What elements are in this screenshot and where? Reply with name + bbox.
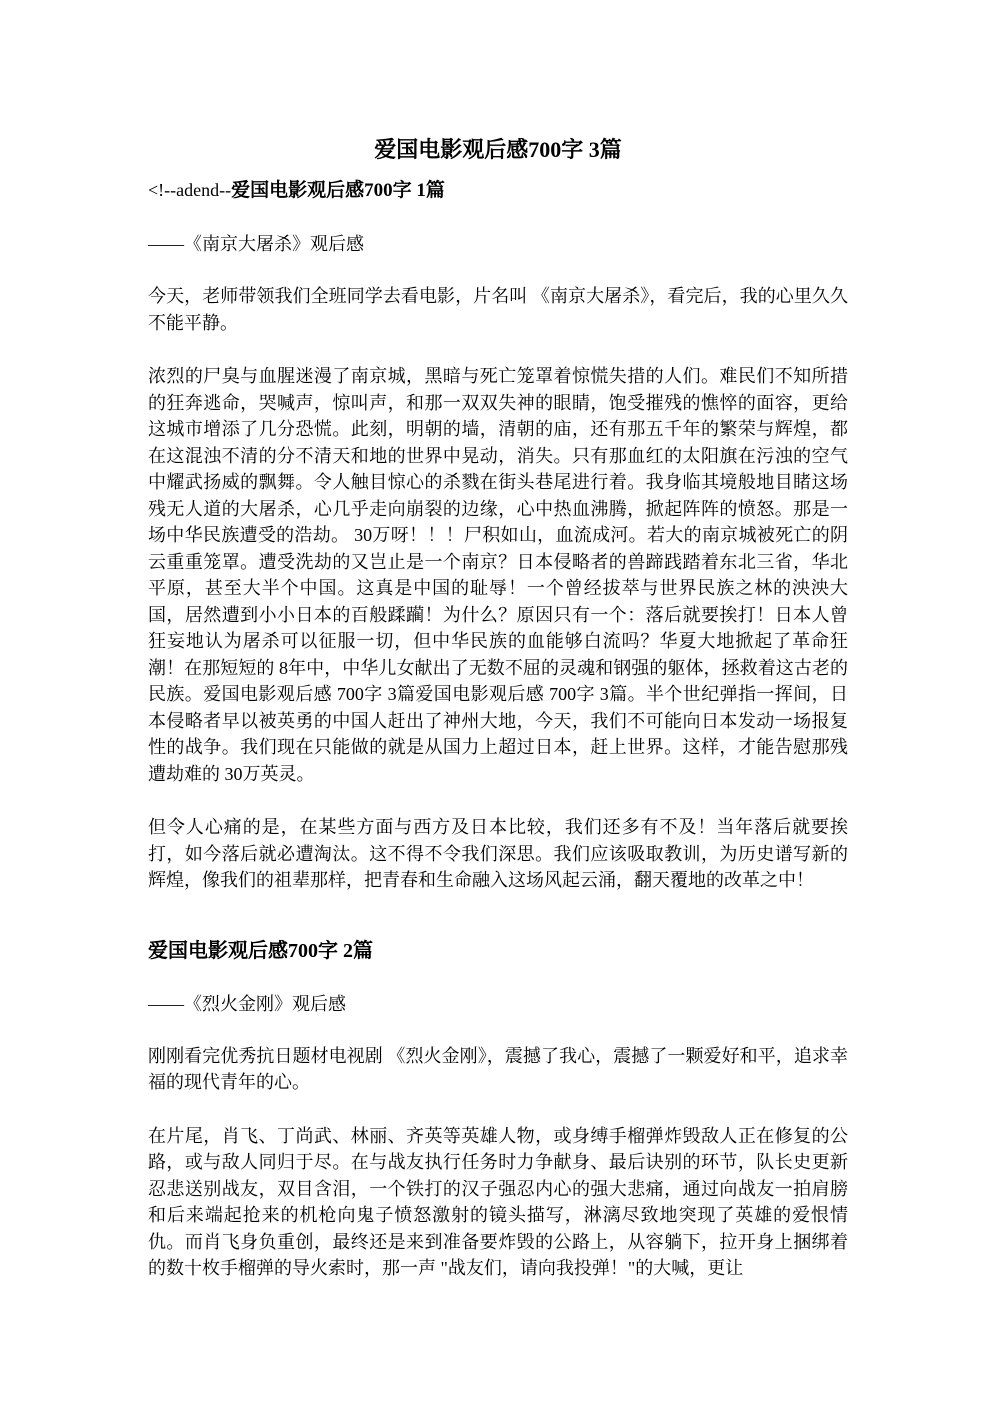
section-1-heading xyxy=(148,178,848,203)
paragraph: 在片尾，肖飞、丁尚武、林丽、齐英等英雄人物，或身缚手榴弹炸毁敌人正在修复的公路，或与敌人同归于尽。在与战友执行任务时力争献身、最后诀别的环节，队长史更新忍悲送别战友，双目含泪，一个铁打的汉子强忍内心的强大悲痛，通过向战友一拍肩膀和后来端起抢来的机枪向鬼子愤怒激射的镜头描写，淋漓尽致地突现了英雄的爱恨情仇。而肖飞身负重创，最终还是来到准备要炸毁的公路上，从容躺下，拉开身上捆绑着的数十枚手榴弹的导火索时，那一声 "战友们，请向我投弹！"的大喊，更让 xyxy=(148,1125,848,1278)
section-1-heading-text: 爱国电影观后感700字 1篇 xyxy=(231,180,445,201)
paragraph: 但令人心痛的是，在某些方面与西方及日本比较，我们还多有不及！当年落后就要挨打，如今落后就必遭淘汰。这不得不令我们深思。我们应该吸取教训，为历史谱写新的辉煌，像我们的祖辈那样，把青春和生命融入这场风起云涌，翻天覆地的改革之中！ xyxy=(148,817,848,890)
document-title: 爱国电影观后感700字 3篇 xyxy=(374,137,622,162)
paragraph: 今天，老师带领我们全班同学去看电影，片名叫 《南京大屠杀》，看完后，我的心里久久不能平静。 xyxy=(148,286,848,333)
paragraph: 浓烈的尸臭与血腥迷漫了南京城，黑暗与死亡笼罩着惊慌失措的人们。难民们不知所措的狂奔逃命，哭喊声，惊叫声，和那一双双失神的眼睛，饱受摧残的憔悴的面容，更给这城市增添了几分恐慌。此刻，明朝的墙，清朝的庙，还有那五千年的繁荣与辉煌，都在这混浊不清的分不清天和地的世界中晃动，消失。只有那血红的太阳旗在污浊的空气中耀武扬威的飘舞。令人触目惊心的杀戮在街头巷尾进行着。我身临其境般地目睹这场残无人道的大屠杀，心几乎走向崩裂的边缘，心中热血沸腾，掀起阵阵的愤怒。那是一场中华民族遭受的浩劫。 30万呀！！！尸积如山，血流成河。若大的南京城被死亡的阴云重重笼罩。遭受洗劫的又岂止是一个南京？日本侵略者的兽蹄践踏着东北三省，华北平原，甚至大半个中国。这真是中国的耻辱！一个曾经拔萃与世界民族之林的泱泱大国，居然遭到小小日本的百般蹂躏！为什么？原因只有一个：落后就要挨打！日本人曾狂妄地认为屠杀可以征服一切，但中华民族的血能够白流吗？华夏大地掀起了革命狂潮！在那短短的 8年中，中华儿女献出了无数不屈的灵魂和钢强的躯体，拯救着这古老的民族。爱国电影观后感 700字 3篇爱国电影观后感 700字 3篇。半个世纪弹指一挥间，日本侵略者早以被英勇的中国人赶出了神州大地，今天，我们不可能向日本发动一场报复性的战争。我们现在只能做的就是从国力上超过日本，赶上世界。这样，才能告慰那残遭劫难的 30万英灵。 xyxy=(148,366,848,784)
paragraph: 刚刚看完优秀抗日题材电视剧 《烈火金刚》，震撼了我心，震撼了一颗爱好和平，追求幸福的现代青年的心。 xyxy=(148,1045,848,1092)
document-content xyxy=(148,130,848,1282)
html-comment-fragment: <!--adend-- xyxy=(148,180,232,200)
section-2-subheading: ——《烈火金刚》观后感 xyxy=(148,993,346,1014)
section-1-subheading: ——《南京大屠杀》观后感 xyxy=(148,234,364,254)
section-2-heading: 爱国电影观后感700字 2篇 xyxy=(148,939,373,962)
